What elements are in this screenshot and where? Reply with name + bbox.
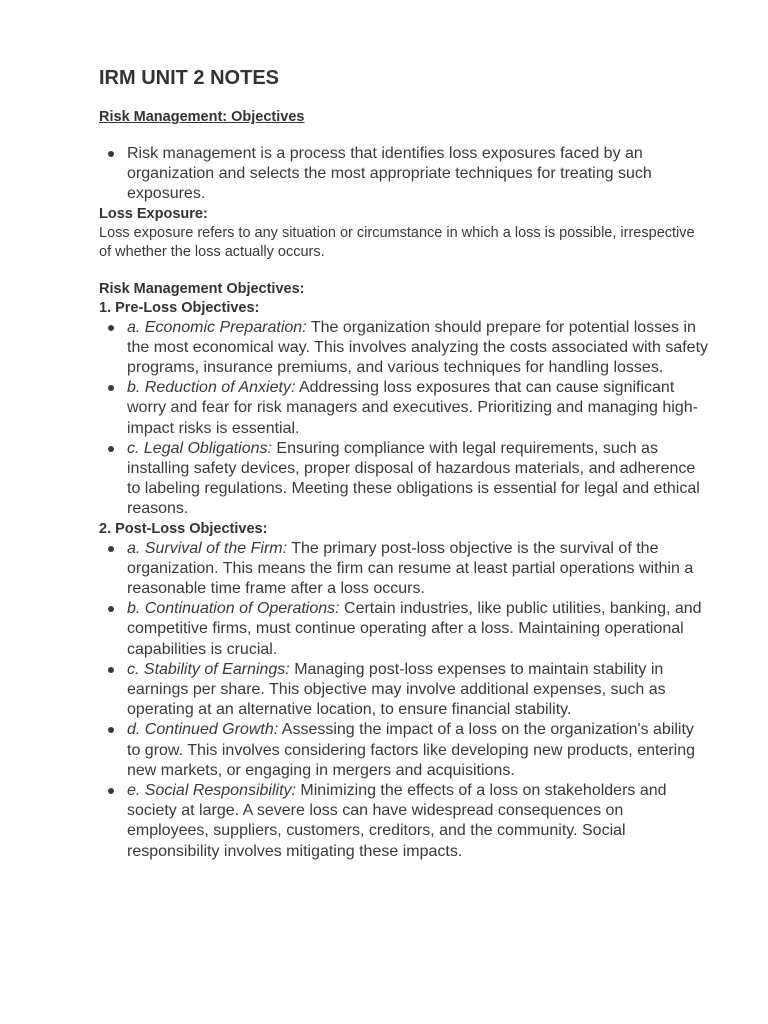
bullet-icon [108, 788, 114, 794]
list-item [127, 781, 708, 862]
list-item [127, 720, 708, 781]
list-item [127, 318, 708, 379]
item-text: Assessing the impact of a loss on the organization's ability to grow. This involves considering factors like developing new products, entering new markets, or engaging in mergers and acquisitions. [127, 721, 696, 779]
item-label: a. Survival of the Firm: [127, 539, 288, 557]
item-text: The primary post-loss objective is the survival of the organization. This means the firm can resume at least partial operations within a reasonable time frame after a loss occurs. [127, 539, 694, 598]
item-text: Minimizing the effects of a loss on stakeholders and society at large. A severe loss can have widespread consequences on employees, suppliers, customers, creditors, and the community. Social responsibility involves mitigating these impacts. [127, 782, 667, 860]
bullet-icon [108, 667, 114, 673]
document-title: IRM UNIT 2 NOTES [99, 67, 280, 89]
list-item [127, 599, 708, 660]
item-label: c. Legal Obligations: [127, 439, 272, 457]
post-loss-list [99, 539, 708, 862]
pre-loss-heading: 1. Pre-Loss Objectives: [99, 299, 260, 316]
objectives-heading: Risk Management Objectives: [99, 280, 305, 297]
bullet-icon [108, 606, 114, 612]
pre-loss-list [99, 318, 708, 520]
item-text: Addressing loss exposures that can cause significant worry and fear for risk managers and executives. Prioritizing and managing high-impact risks is essential. [127, 379, 698, 437]
list-item [127, 539, 708, 600]
bullet-icon [108, 151, 114, 157]
bullet-icon [108, 325, 114, 331]
loss-exposure-heading: Loss Exposure: [99, 205, 208, 222]
list-item [127, 660, 708, 721]
bullet-icon [108, 446, 114, 452]
item-text: Ensuring compliance with legal requirements, such as installing safety devices, proper disposal of hazardous materials, and adherence to labeling regulations. Meeting these obligations is essential for legal and ethical reasons. [127, 439, 700, 518]
list-item [127, 378, 708, 439]
list-item [127, 439, 708, 520]
item-label: a. Economic Preparation: [127, 318, 307, 336]
item-label: d. Continued Growth: [127, 721, 279, 739]
item-label: b. Continuation of Operations: [127, 600, 340, 618]
item-text: Managing post-loss expenses to maintain stability in earnings per share. This objective may involve additional expenses, such as operating at an alternative location, to ensure financial stability. [127, 660, 666, 719]
list-item-text: Risk management is a process that identifies loss exposures faced by an organization and selects the most appropriate techniques for treating such exposures. [127, 145, 652, 203]
intro-bullet-list [99, 144, 708, 205]
loss-exposure-definition: Loss exposure refers to any situation or circumstance in which a loss is possible, irrespective of whether the loss actually occurs. [99, 224, 695, 260]
section-heading: Risk Management: Objectives [99, 109, 305, 125]
item-label: b. Reduction of Anxiety: [127, 379, 296, 397]
item-text: The organization should prepare for potential losses in the most economical way. This involves analyzing the costs associated with safety programs, insurance premiums, and various techniques for handling losses. [127, 318, 709, 377]
item-label: c. Stability of Earnings: [127, 660, 290, 678]
bullet-icon [108, 546, 114, 552]
item-label: e. Social Responsibility: [127, 782, 296, 800]
bullet-icon [108, 385, 114, 391]
item-text: Certain industries, like public utilities, banking, and competitive firms, must continue operating after a loss. Maintaining operational capabilities is crucial. [127, 600, 702, 658]
bullet-icon [108, 727, 114, 733]
list-item [127, 144, 708, 205]
post-loss-heading: 2. Post-Loss Objectives: [99, 520, 268, 537]
